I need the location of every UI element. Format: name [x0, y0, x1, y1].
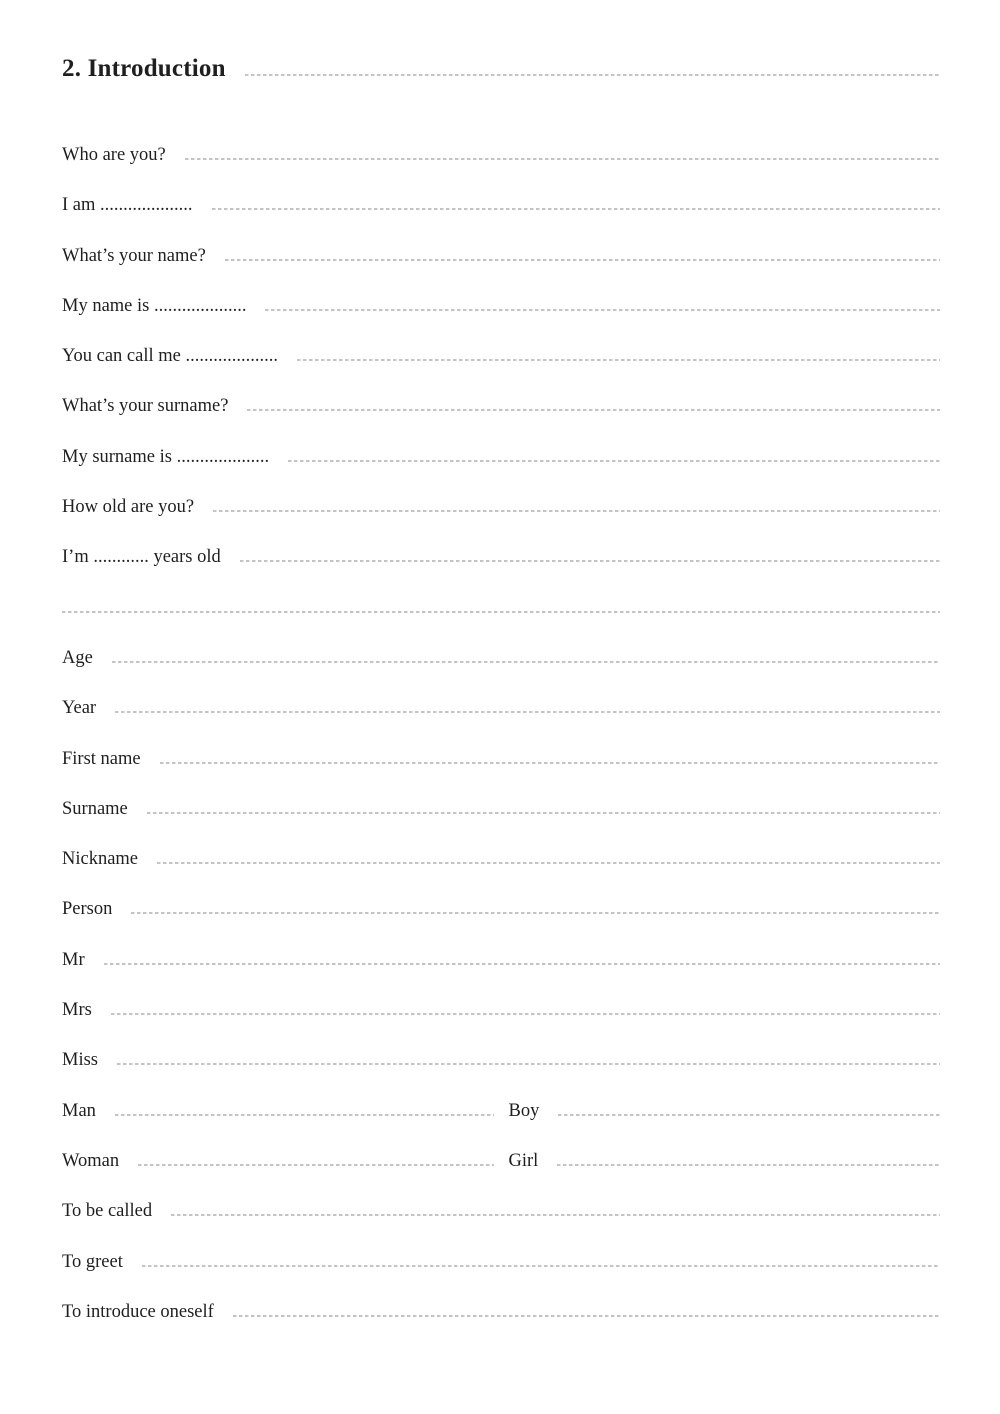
- phrase-row: [62, 1190, 940, 1240]
- phrase-row: [62, 235, 940, 285]
- phrase-col: [509, 1151, 941, 1171]
- phrase-rows: [62, 134, 940, 1341]
- phrase-label: Surname: [62, 798, 128, 819]
- phrase-label: What’s your surname?: [62, 396, 229, 417]
- phrase-row: [62, 184, 940, 234]
- dotted-writing-line: [104, 963, 940, 965]
- phrase-label: How old are you?: [62, 497, 195, 518]
- dotted-writing-line: [131, 912, 940, 914]
- phrase-label: Mrs: [62, 1000, 92, 1021]
- phrase-label: Woman: [62, 1150, 120, 1171]
- phrase-row: [62, 687, 940, 737]
- phrase-label: Boy: [508, 1100, 540, 1121]
- dotted-writing-line: [265, 309, 940, 311]
- phrase-row: [62, 385, 940, 435]
- phrase-row: [62, 436, 940, 486]
- phrase-row: [62, 1241, 940, 1291]
- phrase-row-double: [62, 1090, 940, 1140]
- dotted-writing-line: [115, 1114, 494, 1116]
- phrase-row: [62, 637, 940, 687]
- phrase-label: I am ....................: [62, 195, 193, 216]
- phrase-row: [62, 939, 940, 989]
- phrase-label: You can call me ....................: [62, 346, 278, 367]
- dotted-writing-line: [557, 1164, 940, 1166]
- phrase-label: To introduce oneself: [62, 1301, 214, 1322]
- phrase-col: [509, 1101, 941, 1121]
- dotted-writing-line: [558, 1114, 940, 1116]
- phrase-label: First name: [62, 748, 141, 769]
- phrase-row: [62, 788, 940, 838]
- phrase-label: Miss: [62, 1050, 98, 1071]
- title-dotted-line: [245, 74, 940, 76]
- separator-row: [62, 587, 940, 637]
- dotted-writing-line: [171, 1214, 940, 1216]
- phrase-col: [62, 1151, 494, 1171]
- dotted-writing-line: [142, 1265, 940, 1267]
- dotted-writing-line: [225, 259, 940, 261]
- phrase-label: Year: [62, 698, 97, 719]
- dotted-writing-line: [111, 1013, 940, 1015]
- title-row: [62, 54, 940, 84]
- dotted-writing-line: [288, 460, 940, 462]
- dotted-writing-line: [297, 359, 940, 361]
- phrase-label: I’m ............ years old: [62, 547, 221, 568]
- phrase-row: [62, 838, 940, 888]
- phrase-row: [62, 1291, 940, 1341]
- phrase-label: Girl: [508, 1150, 539, 1171]
- phrase-label: My surname is ....................: [62, 446, 270, 467]
- phrase-label: Who are you?: [62, 145, 166, 165]
- phrase-label: My name is ....................: [62, 295, 247, 316]
- dotted-writing-line: [147, 812, 940, 814]
- dotted-writing-line: [247, 409, 940, 411]
- separator-dotted-line: [62, 611, 940, 613]
- dotted-writing-line: [157, 862, 940, 864]
- dotted-writing-line: [115, 711, 940, 713]
- dotted-writing-line: [112, 661, 940, 663]
- phrase-row-double: [62, 1140, 940, 1190]
- phrase-label: To be called: [62, 1201, 153, 1222]
- page-title: 2. Introduction: [62, 55, 226, 82]
- phrase-label: Mr: [62, 949, 85, 970]
- phrase-row: [62, 989, 940, 1039]
- phrase-label: What’s your name?: [62, 245, 206, 266]
- phrase-label: Age: [62, 647, 93, 668]
- dotted-writing-line: [185, 158, 940, 160]
- phrase-row: [62, 285, 940, 335]
- phrase-row: [62, 536, 940, 586]
- dotted-writing-line: [117, 1063, 940, 1065]
- phrase-row: [62, 134, 940, 184]
- dotted-writing-line: [138, 1164, 493, 1166]
- dotted-writing-line: [212, 208, 940, 210]
- phrase-row: [62, 888, 940, 938]
- dotted-writing-line: [240, 560, 940, 562]
- phrase-row: [62, 486, 940, 536]
- phrase-row: [62, 335, 940, 385]
- phrase-col: [62, 1101, 494, 1121]
- phrase-row: [62, 1039, 940, 1089]
- phrase-label: Man: [62, 1100, 96, 1121]
- dotted-writing-line: [233, 1315, 940, 1317]
- phrase-label: Person: [62, 899, 113, 920]
- phrase-label: Nickname: [62, 849, 139, 870]
- phrase-row: [62, 738, 940, 788]
- dotted-writing-line: [160, 762, 940, 764]
- dotted-writing-line: [213, 510, 940, 512]
- phrase-label: To greet: [62, 1251, 123, 1272]
